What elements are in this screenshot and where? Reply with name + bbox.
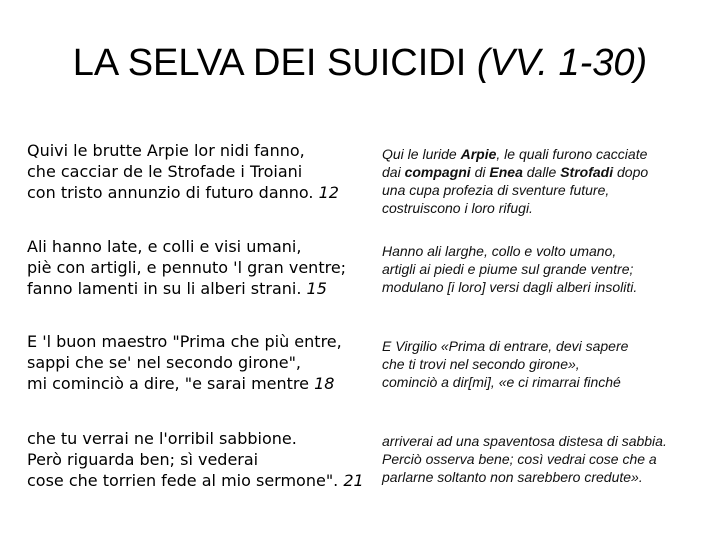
translation-line: E Virgilio «Prima di entrare, devi sapere <box>382 338 629 354</box>
stanza-3-translation <box>382 337 712 391</box>
title-main: LA SELVA DEI SUICIDI <box>72 42 467 84</box>
translation-line: Perciò osserva bene; così vedrai cose che a <box>382 451 657 467</box>
verse-line: che tu verrai ne l'orribil sabbione. <box>27 429 297 448</box>
verse-line: che cacciar de le Strofade i Troiani <box>27 162 303 181</box>
translation-line: costruiscono i loro rifugi. <box>382 200 533 216</box>
stanza-2-translation <box>382 242 712 296</box>
stanza-4-original <box>27 428 372 491</box>
verse-line: E 'l buon maestro "Prima che più entre, <box>27 332 342 351</box>
verse-line: Quivi le brutte Arpie lor nidi fanno, <box>27 141 305 160</box>
stanza-1-translation <box>382 145 712 217</box>
translation-line: una cupa profezia di sventure future, <box>382 182 610 198</box>
translation-line: Qui le luride Arpie, le quali furono cacciate <box>382 146 648 162</box>
translation-line: parlarne soltanto non sarebbero credute». <box>382 469 643 485</box>
translation-line: artigli ai piedi e piume sul grande ventre; <box>382 261 634 277</box>
verse-line: cose che torrien fede al mio sermone". 21 <box>27 471 364 490</box>
translation-line: dai compagni di Enea dalle Strofadi dopo <box>382 164 649 180</box>
stanza-1-original <box>27 140 372 203</box>
verse-line: sappi che se' nel secondo girone", <box>27 353 302 372</box>
verse-line: Ali hanno late, e colli e visi umani, <box>27 237 302 256</box>
verse-number: 18 <box>314 374 335 393</box>
page-title <box>0 42 720 85</box>
translation-line: Hanno ali larghe, collo e volto umano, <box>382 243 617 259</box>
verse-number: 12 <box>318 183 339 202</box>
verse-line: Però riguarda ben; sì vederai <box>27 450 259 469</box>
verse-line: piè con artigli, e pennuto 'l gran ventre; <box>27 258 347 277</box>
translation-line: modulano [i loro] versi dagli alberi insoliti. <box>382 279 638 295</box>
verse-number: 21 <box>343 471 364 490</box>
title-verse-range: (VV. 1-30) <box>476 42 648 84</box>
stanza-3-original <box>27 331 372 394</box>
translation-line: cominciò a dir[mi], «e ci rimarrai finché <box>382 374 621 390</box>
verse-line: mi cominciò a dire, "e sarai mentre 18 <box>27 374 335 393</box>
verse-line: con tristo annunzio di futuro danno. 12 <box>27 183 339 202</box>
stanza-2-original <box>27 236 372 299</box>
stanza-4-translation <box>382 432 712 486</box>
verse-number: 15 <box>306 279 327 298</box>
translation-line: che ti trovi nel secondo girone», <box>382 356 580 372</box>
translation-line: arriverai ad una spaventosa distesa di sabbia. <box>382 433 667 449</box>
verse-line: fanno lamenti in su li alberi strani. 15 <box>27 279 327 298</box>
